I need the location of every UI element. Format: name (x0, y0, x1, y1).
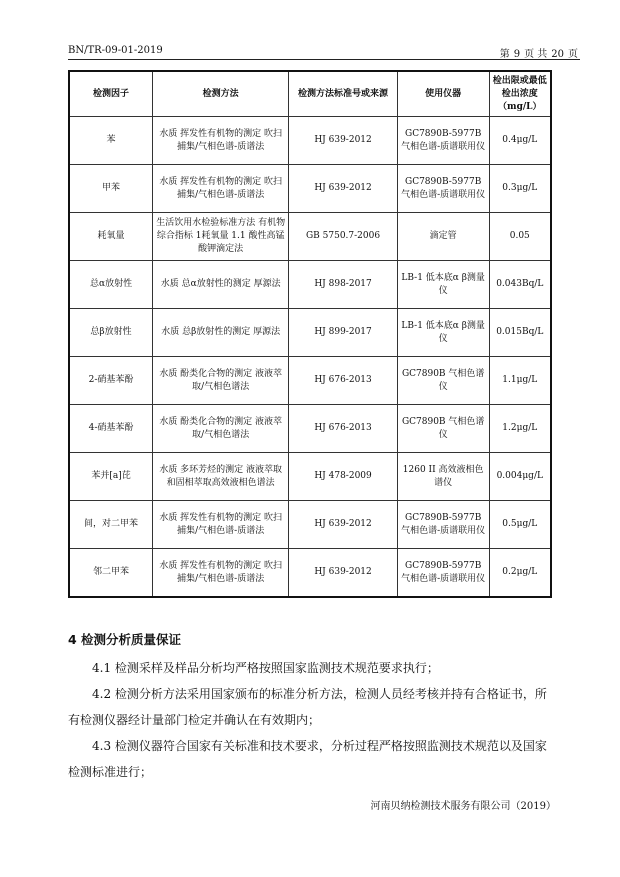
factor-cell: 苯 (69, 117, 153, 165)
limit-cell: 0.05 (489, 213, 551, 261)
instrument-cell: LB-1 低本底α β测量仪 (397, 309, 489, 357)
standard-cell: HJ 899-2017 (289, 309, 398, 357)
standard-cell: HJ 478-2009 (289, 453, 398, 501)
factor-cell: 甲苯 (69, 165, 153, 213)
standard-cell: HJ 639-2012 (289, 117, 398, 165)
limit-cell: 0.3μg/L (489, 165, 551, 213)
limit-cell: 0.2μg/L (489, 549, 551, 598)
factor-cell: 邻二甲苯 (69, 549, 153, 598)
standard-cell: HJ 639-2012 (289, 549, 398, 598)
instrument-cell: 滴定管 (397, 213, 489, 261)
table-row (69, 261, 551, 309)
method-cell: 水质 酚类化合物的测定 液液萃取/气相色谱法 (153, 405, 289, 453)
page-total: 20 (551, 49, 564, 60)
limit-cell: 0.5μg/L (489, 501, 551, 549)
method-table (68, 70, 552, 598)
method-cell: 水质 多环芳烃的测定 液液萃取和固相萃取高效液相色谱法 (153, 453, 289, 501)
doc-id: BN/TR-09-01-2019 (68, 45, 163, 56)
method-cell: 水质 酚类化合物的测定 液液萃取/气相色谱法 (153, 357, 289, 405)
page-number: 9 (513, 49, 521, 60)
header-standard: 检测方法标准号或来源 (289, 71, 398, 117)
limit-cell: 0.043Bq/L (489, 261, 551, 309)
factor-cell: 耗氧量 (69, 213, 153, 261)
instrument-cell: GC7890B 气相色谱仪 (397, 357, 489, 405)
factor-cell: 总β放射性 (69, 309, 153, 357)
standard-cell: HJ 676-2013 (289, 357, 398, 405)
factor-cell: 2-硝基苯酚 (69, 357, 153, 405)
table-row (69, 453, 551, 501)
standard-cell: HJ 639-2012 (289, 165, 398, 213)
factor-cell: 苯并[a]芘 (69, 453, 153, 501)
factor-cell: 4-硝基苯酚 (69, 405, 153, 453)
limit-cell: 0.4μg/L (489, 117, 551, 165)
page-header (68, 45, 580, 60)
limit-cell: 1.1μg/L (489, 357, 551, 405)
header-factor: 检测因子 (69, 71, 153, 117)
method-cell: 水质 总β放射性的测定 厚源法 (153, 309, 289, 357)
table-row (69, 213, 551, 261)
factor-cell: 间，对二甲苯 (69, 501, 153, 549)
instrument-cell: LB-1 低本底α β测量仪 (397, 261, 489, 309)
table-row (69, 309, 551, 357)
method-cell: 水质 挥发性有机物的测定 吹扫捕集/气相色谱-质谱法 (153, 117, 289, 165)
paragraph-4-1: 4.1 检测采样及样品分析均严格按照国家监测技术规范要求执行； (92, 661, 439, 675)
instrument-cell: GC7890B-5977B 气相色谱-质谱联用仪 (397, 501, 489, 549)
method-cell: 水质 总α放射性的测定 厚源法 (153, 261, 289, 309)
factor-cell: 总α放射性 (69, 261, 153, 309)
standard-cell: HJ 898-2017 (289, 261, 398, 309)
table-row (69, 549, 551, 598)
method-cell: 水质 挥发性有机物的测定 吹扫捕集/气相色谱-质谱法 (153, 165, 289, 213)
footer-company: 河南贝纳检测技术服务有限公司（2019） (370, 801, 556, 812)
table-row (69, 501, 551, 549)
limit-cell: 0.004μg/L (489, 453, 551, 501)
table-row (69, 405, 551, 453)
instrument-cell: GC7890B 气相色谱仪 (397, 405, 489, 453)
table-row (69, 165, 551, 213)
page-indicator: 第 9 页 共 20 页 (499, 49, 578, 60)
header-instrument: 使用仪器 (397, 71, 489, 117)
instrument-cell: 1260 II 高效液相色谱仪 (397, 453, 489, 501)
standard-cell: HJ 639-2012 (289, 501, 398, 549)
instrument-cell: GC7890B-5977B 气相色谱-质谱联用仪 (397, 117, 489, 165)
standard-cell: HJ 676-2013 (289, 405, 398, 453)
method-cell: 水质 挥发性有机物的测定 吹扫捕集/气相色谱-质谱法 (153, 549, 289, 598)
standard-cell: GB 5750.7-2006 (289, 213, 398, 261)
header-limit: 检出限或最低检出浓度（mg/L） (489, 71, 551, 117)
method-cell: 水质 挥发性有机物的测定 吹扫捕集/气相色谱-质谱法 (153, 501, 289, 549)
method-cell: 生活饮用水检验标准方法 有机物综合指标 1耗氧量 1.1 酸性高锰酸钾滴定法 (153, 213, 289, 261)
table-row (69, 357, 551, 405)
instrument-cell: GC7890B-5977B 气相色谱-质谱联用仪 (397, 549, 489, 598)
limit-cell: 1.2μg/L (489, 405, 551, 453)
table-header-row (69, 71, 551, 117)
header-method: 检测方法 (153, 71, 289, 117)
limit-cell: 0.015Bq/L (489, 309, 551, 357)
table-row (69, 117, 551, 165)
instrument-cell: GC7890B-5977B 气相色谱-质谱联用仪 (397, 165, 489, 213)
section-title: 4 检测分析质量保证 (68, 632, 182, 647)
paragraph-4-2: 4.2 检测分析方法采用国家颁布的标准分析方法，检测人员经考核并持有合格证书，所有检测仪器经计量部门检定并确认在有效期内； (68, 687, 547, 727)
paragraph-4-3: 4.3 检测仪器符合国家有关标准和技术要求，分析过程严格按照监测技术规范以及国家检测标准进行； (68, 739, 547, 779)
